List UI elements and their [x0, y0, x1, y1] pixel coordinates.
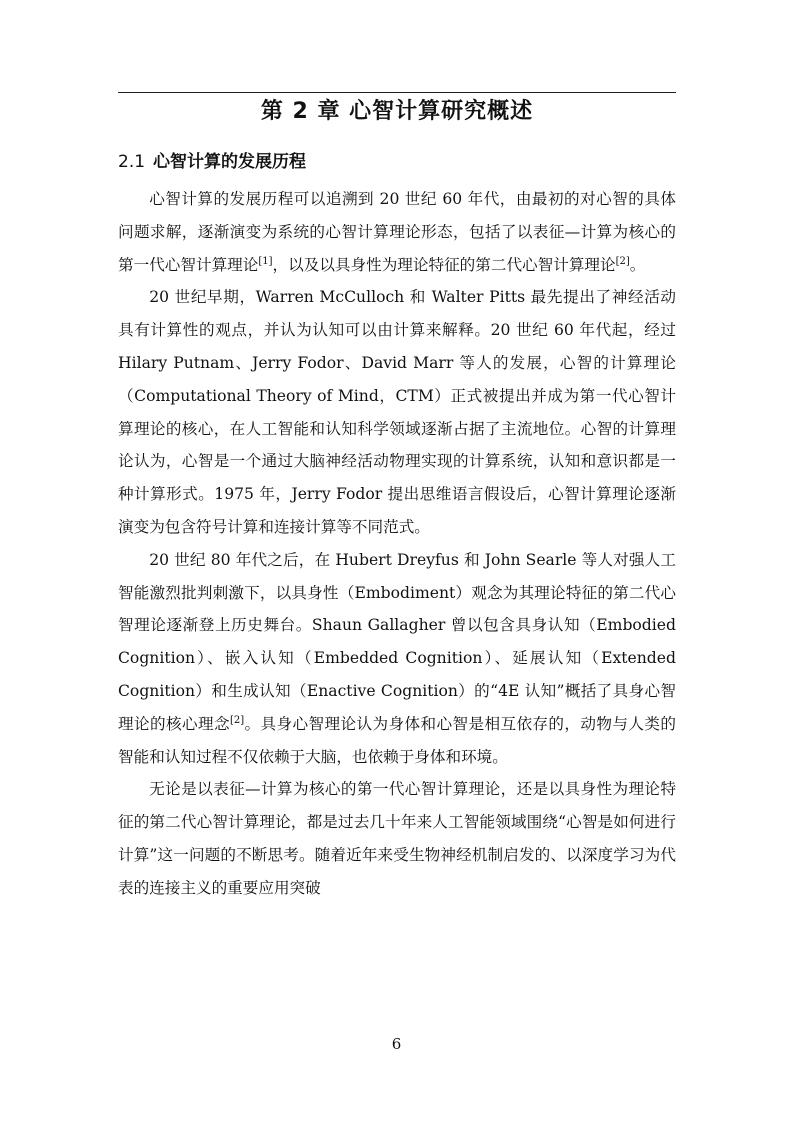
paragraph-text: 心智计算的发展历程可以追溯到 20 世纪 60 年代，由最初的对心智的具体问题求解，逐渐演变为系统的心智计算理论形态，包括了以表征—计算为核心的第一代心智计算理论 [118, 190, 676, 274]
paragraph-text: 无论是以表征—计算为核心的第一代心智计算理论，还是以具身性为理论特征的第二代心智计算理论，都是过去几十年来人工智能领域围绕“心智是如何进行计算”这一问题的不断思考。随着近年来受生物神经机制启发的、以深度学习为代表的连接主义的重要应用突破 [118, 780, 676, 897]
citation-ref: [1] [258, 255, 273, 267]
page-number: 6 [391, 1035, 402, 1053]
paragraph-text: ，以及以具身性为理论特征的第二代心智计算理论 [272, 255, 616, 274]
section-heading [118, 149, 306, 175]
paragraph-text: 。具身心智理论认为身体和心智是相互依存的，动物与人类的智能和认知过程不仅依赖于大脑，也依赖于身体和环境。 [118, 714, 676, 766]
section-title: 心智计算的发展历程 [153, 152, 307, 172]
citation-ref: [2] [229, 714, 245, 726]
paragraph-text: 20 世纪 80 年代之后，在 Hubert Dreyfus 和 John Searle 等人对强人工智能激烈批判刺激下，以具身性（Embodiment）观念为其理论特征的第二代心智理论逐渐登上历史舞台。Shaun Gallagher 曾以包含具身认知（Embodied Cognition）、嵌入认知（Embedded Cognition）、延展认知（Extended Cognition）和生成认知（Enactive Cognition）的“4E 认知”概括了具身心智理论的核心理念 [118, 550, 676, 733]
chapter-title: 第 2 章 心智计算研究概述 [260, 99, 534, 124]
header-rule [118, 92, 676, 93]
section-number: 2.1 [118, 152, 146, 172]
paragraph [118, 183, 676, 281]
paragraph-text: 20 世纪早期，Warren McCulloch 和 Walter Pitts 最先提出了神经活动具有计算性的观点，并认为认知可以由计算来解释。20 世纪 60 年代起，经过 Hilary Putnam、Jerry Fodor、David Marr 等人的发展，心智的计算理论（Computational Theory of Mind，CTM）正式被提出并成为第一代心智计算理论的核心，在人工智能和认知科学领域逐渐占据了主流地位。心智的计算理论认为，心智是一个通过大脑神经活动物理实现的计算系统，认知和意识都是一种计算形式。1975 年，Jerry Fodor 提出思维语言假设后，心智计算理论逐渐演变为包含符号计算和连接计算等不同范式。 [118, 288, 676, 536]
paragraph [118, 281, 676, 543]
paragraph [118, 773, 676, 904]
paragraph-text: 。 [629, 255, 646, 274]
citation-ref: [2] [615, 255, 630, 267]
paragraph [118, 544, 676, 774]
body-text [118, 183, 676, 905]
